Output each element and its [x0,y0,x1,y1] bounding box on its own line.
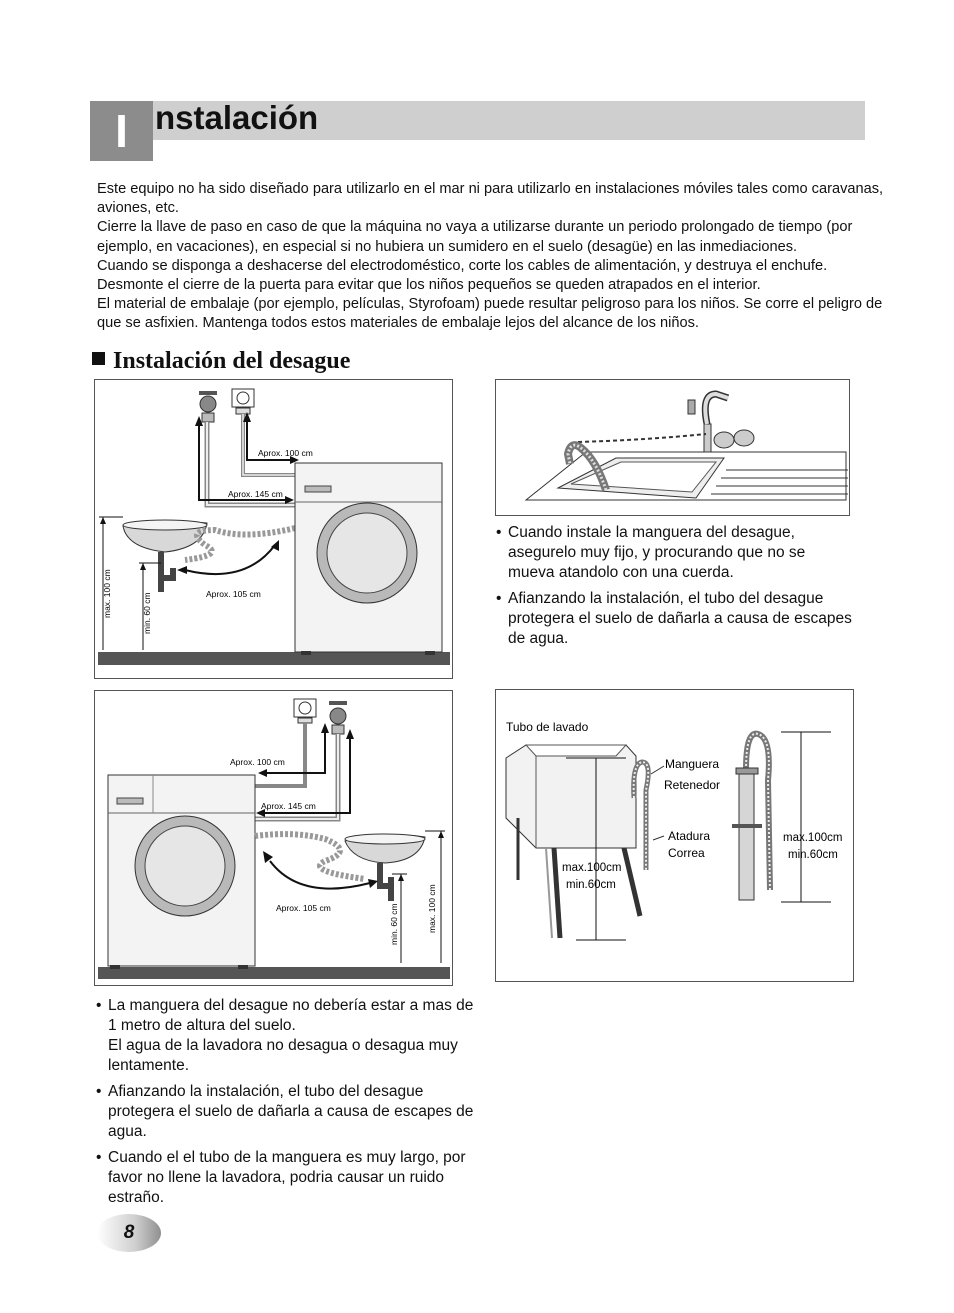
section-title: Instalación del desague [113,348,351,374]
label-max-right: max.100cm [783,832,843,844]
drain-diagram-2 [95,691,452,985]
power-socket-icon [232,389,254,414]
drain-diagram-1 [95,380,452,678]
faucet-diagram [496,380,849,515]
laundry-tub [506,745,640,938]
label-aprox-100: Aprox. 100 cm [230,757,285,767]
laundry-tub-diagram [496,690,853,981]
floor [98,652,450,665]
arrow-105 [185,545,275,574]
laundry-tub-figure [495,689,854,982]
list-item: • Afianzando la instalación, el tubo del desague protegera el suelo de dañarla a causa de escapes de agua. [496,589,856,649]
list-item: • Cuando el el tubo de la manguera es muy largo, por favor no llene la lavadora, podria causar un ruido estraño. [96,1148,476,1208]
list-item-line: El agua de la lavadora no desagua o desagua muy lentamente. [108,1037,458,1074]
intro-line: Cuando se disponga a deshacerse del electrodoméstico, corte los cables de alimentación, y destruya el enchufe. Desmonte el cierre de la puerta para evitar que los niños pequeños se queden atrapados en el interior. [97,257,828,294]
water-tap-icon [329,701,347,734]
power-cord [243,414,300,475]
label-aprox-105: Aprox. 105 cm [206,589,261,599]
label-correa: Correa [668,846,705,860]
right-notes [496,523,856,655]
label-tubo-de-lavado: Tubo de lavado [506,720,589,734]
sink-faucet-figure [495,379,850,516]
label-min-60: min. 60 cm [142,592,152,634]
power-socket-icon [294,699,316,723]
label-aprox-105: Aprox. 105 cm [276,903,331,913]
label-max-left: max.100cm [562,862,622,874]
label-min-60: min. 60 cm [389,903,399,945]
washing-machine [108,775,255,969]
drain-figure-sink-right [94,690,453,986]
section-heading [92,346,350,376]
standpipe [732,734,770,900]
label-min-left: min.60cm [566,879,616,891]
water-tap-icon [199,391,217,422]
list-item: • Afianzando la instalación, el tubo del desague protegera el suelo de dañarla a causa de escapes de agua. [96,1082,476,1142]
label-min-right: min.60cm [788,849,838,861]
page-number-badge [97,1214,161,1252]
label-aprox-145: Aprox. 145 cm [228,489,283,499]
intro-line: Este equipo no ha sido diseñado para utilizarlo en el mar ni para utilizarlo en instalaciones móviles tales como caravanas, aviones, etc. [97,181,884,217]
bottom-notes [96,996,476,1214]
square-bullet-icon [92,352,105,365]
title-initial: I [90,101,153,161]
drain-figure-sink-left [94,379,453,679]
label-manguera: Manguera [665,757,720,771]
label-atadura: Atadura [668,829,711,843]
faucet-icon [688,394,754,452]
label-max-100: max. 100 cm [102,569,112,618]
label-aprox-145: Aprox. 145 cm [261,801,316,811]
label-retenedor: Retenedor [664,778,721,792]
sink-basin [345,834,425,901]
washing-machine [295,463,442,655]
label-aprox-100: Aprox. 100 cm [258,448,313,458]
label-max-100: max. 100 cm [427,884,437,933]
page-number: 8 [123,1222,135,1243]
list-item [96,996,476,1076]
intro-line: Cierre la llave de paso en caso de que la máquina no vaya a utilizarse durante un periodo prolongado de tiempo (por ejemplo, en vacaciones), en especial si no hubiera un sumidero en el suelo (desagüe) en las inmediaciones. [97,219,853,255]
page-title: nstalación [155,99,319,136]
intro-line: El material de embalaje (por ejemplo, películas, Styrofoam) puede resultar peligroso para los niños. Se corre el peligro de que se asfixien. Mantenga todos estos materiales de embalaje lejos del alcance de los niños. [97,296,883,332]
list-item-line: La manguera del desague no debería estar a mas de 1 metro de altura del suelo. [108,997,474,1034]
list-item: • Cuando instale la manguera del desague, asegurelo muy fijo, y procurando que no se mueva atandolo con una cuerda. [496,523,856,583]
intro-text [97,180,887,334]
floor [98,967,450,979]
tie-rope [578,434,706,442]
